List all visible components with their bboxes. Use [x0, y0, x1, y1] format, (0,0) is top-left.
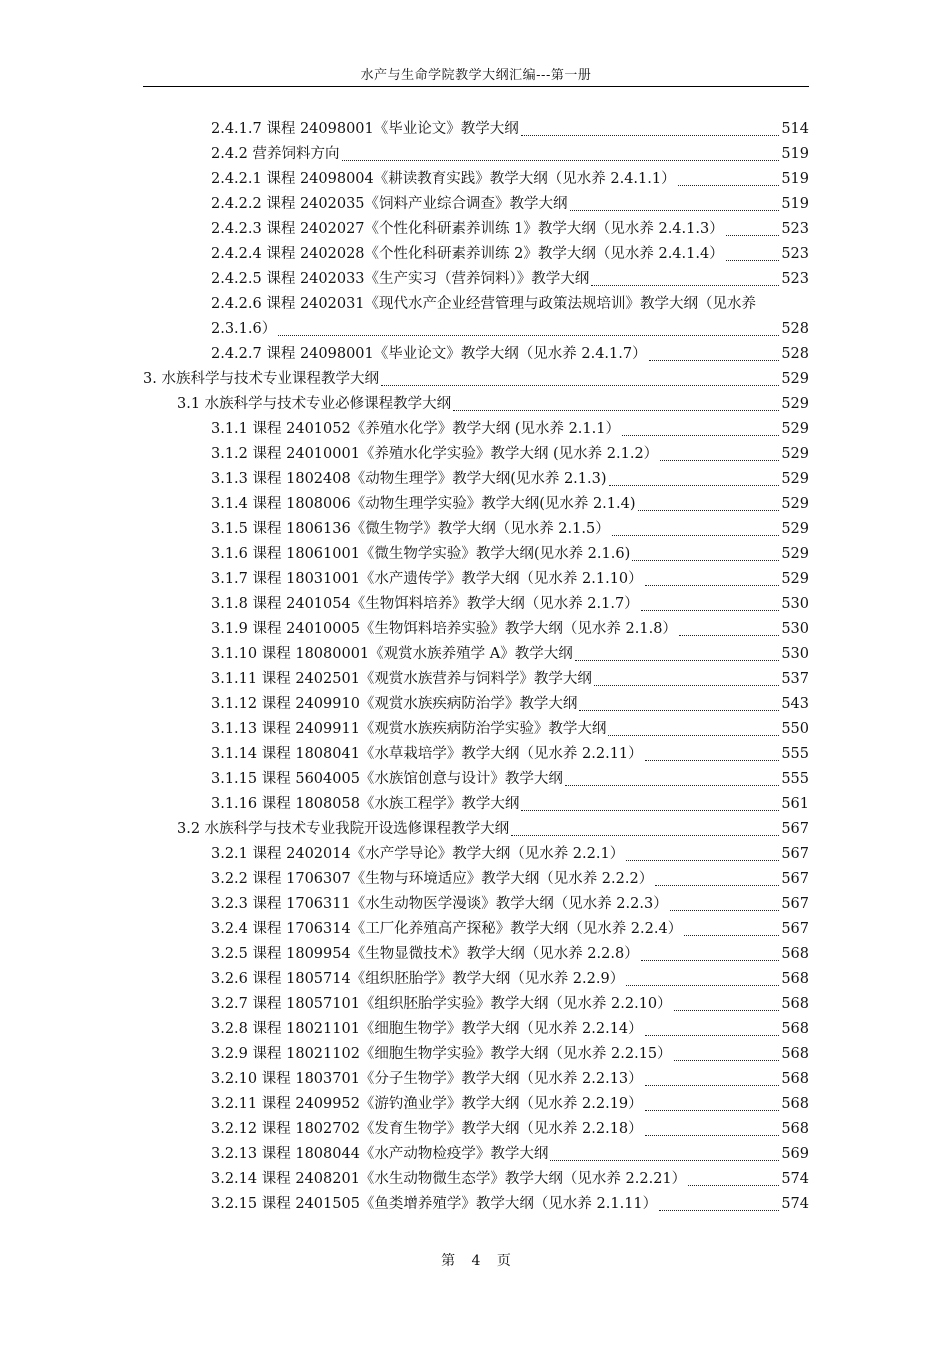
toc-entry-page: 519 — [781, 146, 809, 162]
toc-entry[interactable] — [0, 292, 952, 317]
table-of-contents — [0, 117, 952, 1217]
toc-entry[interactable] — [0, 892, 952, 917]
toc-entry-title: 2.4.2.1 课程 24098004《耕读教育实践》教学大纲（见水养 2.4.1.1） — [211, 171, 676, 187]
toc-entry-title: 3.1.15 课程 5604005《水族馆创意与设计》教学大纲 — [211, 771, 563, 787]
toc-entry-title: 2.4.1.7 课程 24098001《毕业论文》教学大纲 — [211, 121, 519, 137]
toc-entry-page: 529 — [781, 371, 809, 387]
toc-entry[interactable] — [0, 567, 952, 592]
toc-entry-title: 3.2.4 课程 1706314《工厂化养殖高产探秘》教学大纲（见水养 2.2.4） — [211, 921, 683, 937]
toc-entry-title: 3.2.13 课程 1808044《水产动物检疫学》教学大纲 — [211, 1146, 549, 1162]
footer-prefix: 第 — [441, 1253, 456, 1269]
toc-entry-title: 3. 水族科学与技术专业课程教学大纲 — [143, 371, 379, 387]
toc-dot-leader — [594, 684, 779, 686]
toc-entry-title: 2.4.2 营养饲料方向 — [211, 146, 340, 162]
toc-entry[interactable] — [0, 1092, 952, 1117]
toc-entry-page: 568 — [781, 1046, 809, 1062]
toc-entry-title: 3.1.5 课程 1806136《微生物学》教学大纲（见水养 2.1.5） — [211, 521, 610, 537]
toc-entry-page: 555 — [781, 746, 809, 762]
toc-entry-page: 568 — [781, 971, 809, 987]
toc-entry-title: 3.2.1 课程 2402014《水产学导论》教学大纲（见水养 2.2.1） — [211, 846, 625, 862]
toc-entry[interactable] — [0, 742, 952, 767]
header-rule — [143, 86, 809, 87]
toc-dot-leader — [579, 709, 779, 711]
toc-dot-leader — [565, 784, 779, 786]
toc-entry-page: 568 — [781, 1121, 809, 1137]
toc-entry-title: 3.1.6 课程 18061001《微生物学实验》教学大纲(见水养 2.1.6) — [211, 546, 631, 562]
toc-entry[interactable] — [0, 1042, 952, 1067]
toc-dot-leader — [678, 184, 780, 186]
toc-entry-title: 3.1.11 课程 2402501《观赏水族营养与饲料学》教学大纲 — [211, 671, 592, 687]
footer-suffix: 页 — [496, 1253, 511, 1269]
toc-entry[interactable] — [0, 667, 952, 692]
toc-entry[interactable] — [0, 967, 952, 992]
toc-dot-leader — [591, 284, 779, 286]
toc-entry-page: 529 — [781, 496, 809, 512]
page-footer — [0, 1250, 952, 1270]
toc-entry[interactable] — [0, 842, 952, 867]
toc-dot-leader — [645, 1109, 780, 1111]
toc-entry[interactable] — [0, 1142, 952, 1167]
toc-entry-page: 529 — [781, 521, 809, 537]
toc-entry-title: 3.1.9 课程 24010005《生物饵料培养实验》教学大纲（见水养 2.1.8） — [211, 621, 677, 637]
toc-dot-leader — [684, 934, 779, 936]
toc-entry-title: 3.2.2 课程 1706307《生物与环境适应》教学大纲（见水养 2.2.2） — [211, 871, 654, 887]
toc-dot-leader — [641, 609, 780, 611]
toc-entry-page: 529 — [781, 546, 809, 562]
toc-entry[interactable] — [0, 1117, 952, 1142]
toc-dot-leader — [570, 209, 780, 211]
toc-entry-page: 567 — [781, 821, 809, 837]
toc-dot-leader — [608, 734, 779, 736]
footer-page-number: 4 — [471, 1253, 481, 1269]
toc-entry-title: 2.3.1.6） — [211, 321, 277, 337]
toc-entry-page: 530 — [781, 621, 809, 637]
toc-dot-leader — [511, 834, 779, 836]
toc-entry-title: 3.2 水族科学与技术专业我院开设选修课程教学大纲 — [177, 821, 510, 837]
toc-entry[interactable] — [0, 942, 952, 967]
toc-entry[interactable] — [0, 1017, 952, 1042]
toc-entry[interactable] — [0, 517, 952, 542]
toc-dot-leader — [645, 1084, 780, 1086]
toc-entry-page: 523 — [781, 221, 809, 237]
toc-entry-title: 3.2.15 课程 2401505《鱼类增养殖学》教学大纲（见水养 2.1.11） — [211, 1196, 658, 1212]
toc-entry-page: 568 — [781, 1021, 809, 1037]
toc-dot-leader — [679, 634, 779, 636]
toc-entry[interactable] — [0, 1067, 952, 1092]
toc-entry-page: 574 — [781, 1196, 809, 1212]
toc-entry-page: 567 — [781, 921, 809, 937]
toc-entry[interactable] — [0, 342, 952, 367]
toc-entry[interactable] — [0, 417, 952, 442]
toc-entry-title: 2.4.2.4 课程 2402028《个性化科研素养训练 2》教学大纲（见水养 2.4.1.4） — [211, 246, 724, 262]
toc-entry-title: 3.2.5 课程 1809954《生物显微技术》教学大纲（见水养 2.2.8） — [211, 946, 639, 962]
toc-dot-leader — [521, 809, 779, 811]
toc-entry[interactable] — [0, 767, 952, 792]
toc-entry-page: 523 — [781, 246, 809, 262]
toc-entry[interactable] — [0, 442, 952, 467]
toc-entry-page: 529 — [781, 421, 809, 437]
toc-entry[interactable] — [0, 317, 952, 342]
toc-entry[interactable] — [0, 492, 952, 517]
toc-entry-title: 3.2.7 课程 18057101《组织胚胎学实验》教学大纲（见水养 2.2.10） — [211, 996, 672, 1012]
toc-dot-leader — [674, 1059, 780, 1061]
toc-entry-title: 2.4.2.2 课程 2402035《饲料产业综合调查》教学大纲 — [211, 196, 568, 212]
toc-entry-title: 2.4.2.7 课程 24098001《毕业论文》教学大纲（见水养 2.4.1.7） — [211, 346, 647, 362]
toc-entry-title: 3.1.7 课程 18031001《水产遗传学》教学大纲（见水养 2.1.10） — [211, 571, 643, 587]
toc-entry-page: 568 — [781, 946, 809, 962]
toc-entry[interactable] — [0, 1167, 952, 1192]
toc-entry[interactable] — [0, 192, 952, 217]
toc-dot-leader — [381, 384, 779, 386]
toc-entry[interactable] — [0, 1192, 952, 1217]
toc-entry-page: 568 — [781, 1096, 809, 1112]
toc-entry[interactable] — [0, 217, 952, 242]
toc-dot-leader — [645, 1034, 780, 1036]
toc-entry-page: 555 — [781, 771, 809, 787]
toc-dot-leader — [575, 659, 780, 661]
toc-entry[interactable] — [0, 792, 952, 817]
toc-entry-page: 537 — [781, 671, 809, 687]
toc-entry[interactable] — [0, 392, 952, 417]
toc-dot-leader — [612, 534, 780, 536]
toc-dot-leader — [550, 1159, 779, 1161]
toc-dot-leader — [645, 584, 780, 586]
toc-entry-title: 3.1.2 课程 24010001《养殖水化学实验》教学大纲 (见水养 2.1.2） — [211, 446, 659, 462]
toc-entry[interactable] — [0, 467, 952, 492]
toc-entry[interactable] — [0, 242, 952, 267]
toc-dot-leader — [521, 134, 780, 136]
toc-entry-page: 529 — [781, 396, 809, 412]
toc-entry-page: 519 — [781, 171, 809, 187]
toc-dot-leader — [688, 1184, 779, 1186]
toc-entry-page: 574 — [781, 1171, 809, 1187]
toc-entry[interactable] — [0, 367, 952, 392]
toc-entry-title: 3.1.1 课程 2401052《养殖水化学》教学大纲 (见水养 2.1.1） — [211, 421, 620, 437]
toc-entry-title: 2.4.2.3 课程 2402027《个性化科研素养训练 1》教学大纲（见水养 2.4.1.3） — [211, 221, 724, 237]
toc-entry-title: 3.2.8 课程 18021101《细胞生物学》教学大纲（见水养 2.2.14） — [211, 1021, 643, 1037]
toc-dot-leader — [342, 159, 780, 161]
toc-entry-title: 2.4.2.6 课程 2402031《现代水产企业经营管理与政策法规培训》教学大纲（见水养 — [211, 296, 757, 312]
toc-dot-leader — [632, 559, 779, 561]
toc-entry-title: 3.2.14 课程 2408201《水生动物微生态学》教学大纲（见水养 2.2.21） — [211, 1171, 687, 1187]
toc-entry[interactable] — [0, 267, 952, 292]
toc-entry[interactable] — [0, 692, 952, 717]
toc-entry-page: 514 — [781, 121, 809, 137]
toc-entry-title: 3.1.12 课程 2409910《观赏水族疾病防治学》教学大纲 — [211, 696, 578, 712]
toc-dot-leader — [645, 759, 780, 761]
toc-dot-leader — [626, 859, 779, 861]
toc-entry-page: 568 — [781, 1071, 809, 1087]
toc-entry-page: 529 — [781, 446, 809, 462]
toc-dot-leader — [645, 1134, 780, 1136]
toc-entry-page: 567 — [781, 846, 809, 862]
toc-dot-leader — [622, 434, 779, 436]
toc-entry-page: 568 — [781, 996, 809, 1012]
toc-entry-title: 3.2.3 课程 1706311《水生动物医学漫谈》教学大纲（见水养 2.2.3） — [211, 896, 668, 912]
toc-entry-title: 3.2.12 课程 1802702《发育生物学》教学大纲（见水养 2.2.18） — [211, 1121, 643, 1137]
toc-dot-leader — [670, 909, 780, 911]
toc-entry[interactable] — [0, 717, 952, 742]
toc-entry-title: 3.1.16 课程 1808058《水族工程学》教学大纲 — [211, 796, 520, 812]
toc-entry-page: 529 — [781, 571, 809, 587]
toc-entry[interactable] — [0, 117, 952, 142]
toc-entry[interactable] — [0, 592, 952, 617]
toc-dot-leader — [659, 1209, 779, 1211]
toc-entry[interactable] — [0, 817, 952, 842]
toc-entry-title: 3.1.4 课程 1808006《动物生理学实验》教学大纲(见水养 2.1.4) — [211, 496, 636, 512]
toc-entry-page: 530 — [781, 596, 809, 612]
toc-entry-title: 3.1.14 课程 1808041《水草栽培学》教学大纲（见水养 2.2.11） — [211, 746, 643, 762]
toc-dot-leader — [641, 959, 780, 961]
toc-dot-leader — [453, 409, 779, 411]
toc-entry-page: 523 — [781, 271, 809, 287]
toc-entry[interactable] — [0, 142, 952, 167]
toc-entry[interactable] — [0, 167, 952, 192]
toc-entry-page: 528 — [781, 346, 809, 362]
toc-entry-page: 569 — [781, 1146, 809, 1162]
toc-entry-page: 550 — [781, 721, 809, 737]
toc-dot-leader — [609, 484, 780, 486]
toc-entry-page: 528 — [781, 321, 809, 337]
toc-dot-leader — [726, 259, 780, 261]
toc-entry-page: 530 — [781, 646, 809, 662]
toc-entry[interactable] — [0, 917, 952, 942]
toc-entry-title: 3.2.10 课程 1803701《分子生物学》教学大纲（见水养 2.2.13） — [211, 1071, 643, 1087]
toc-entry-title: 3.1 水族科学与技术专业必修课程教学大纲 — [177, 396, 452, 412]
toc-dot-leader — [660, 459, 779, 461]
toc-entry-page: 529 — [781, 471, 809, 487]
toc-entry-title: 3.2.6 课程 1805714《组织胚胎学》教学大纲（见水养 2.2.9） — [211, 971, 625, 987]
toc-entry-title: 3.1.3 课程 1802408《动物生理学》教学大纲(见水养 2.1.3) — [211, 471, 607, 487]
toc-entry-page: 543 — [781, 696, 809, 712]
toc-dot-leader — [649, 359, 780, 361]
toc-entry-title: 3.1.13 课程 2409911《观赏水族疾病防治学实验》教学大纲 — [211, 721, 607, 737]
toc-entry-title: 3.1.10 课程 18080001《观赏水族养殖学 A》教学大纲 — [211, 646, 573, 662]
toc-entry[interactable] — [0, 992, 952, 1017]
toc-dot-leader — [626, 984, 779, 986]
toc-entry[interactable] — [0, 617, 952, 642]
toc-dot-leader — [278, 334, 779, 336]
toc-entry-title: 3.2.9 课程 18021102《细胞生物学实验》教学大纲（见水养 2.2.15） — [211, 1046, 672, 1062]
toc-entry-page: 561 — [781, 796, 809, 812]
toc-entry-title: 3.2.11 课程 2409952《游钓渔业学》教学大纲（见水养 2.2.19） — [211, 1096, 643, 1112]
toc-dot-leader — [674, 1009, 780, 1011]
toc-entry-title: 3.1.8 课程 2401054《生物饵料培养》教学大纲（见水养 2.1.7） — [211, 596, 639, 612]
page-header-title: 水产与生命学院教学大纲汇编---第一册 — [360, 68, 592, 83]
toc-dot-leader — [726, 234, 780, 236]
toc-entry-page: 567 — [781, 896, 809, 912]
toc-entry[interactable] — [0, 867, 952, 892]
toc-entry-page: 567 — [781, 871, 809, 887]
toc-dot-leader — [638, 509, 780, 511]
toc-entry-title: 2.4.2.5 课程 2402033《生产实习（营养饲料）》教学大纲 — [211, 271, 590, 287]
toc-entry[interactable] — [0, 642, 952, 667]
toc-entry-page: 519 — [781, 196, 809, 212]
toc-entry[interactable] — [0, 542, 952, 567]
toc-dot-leader — [655, 884, 779, 886]
